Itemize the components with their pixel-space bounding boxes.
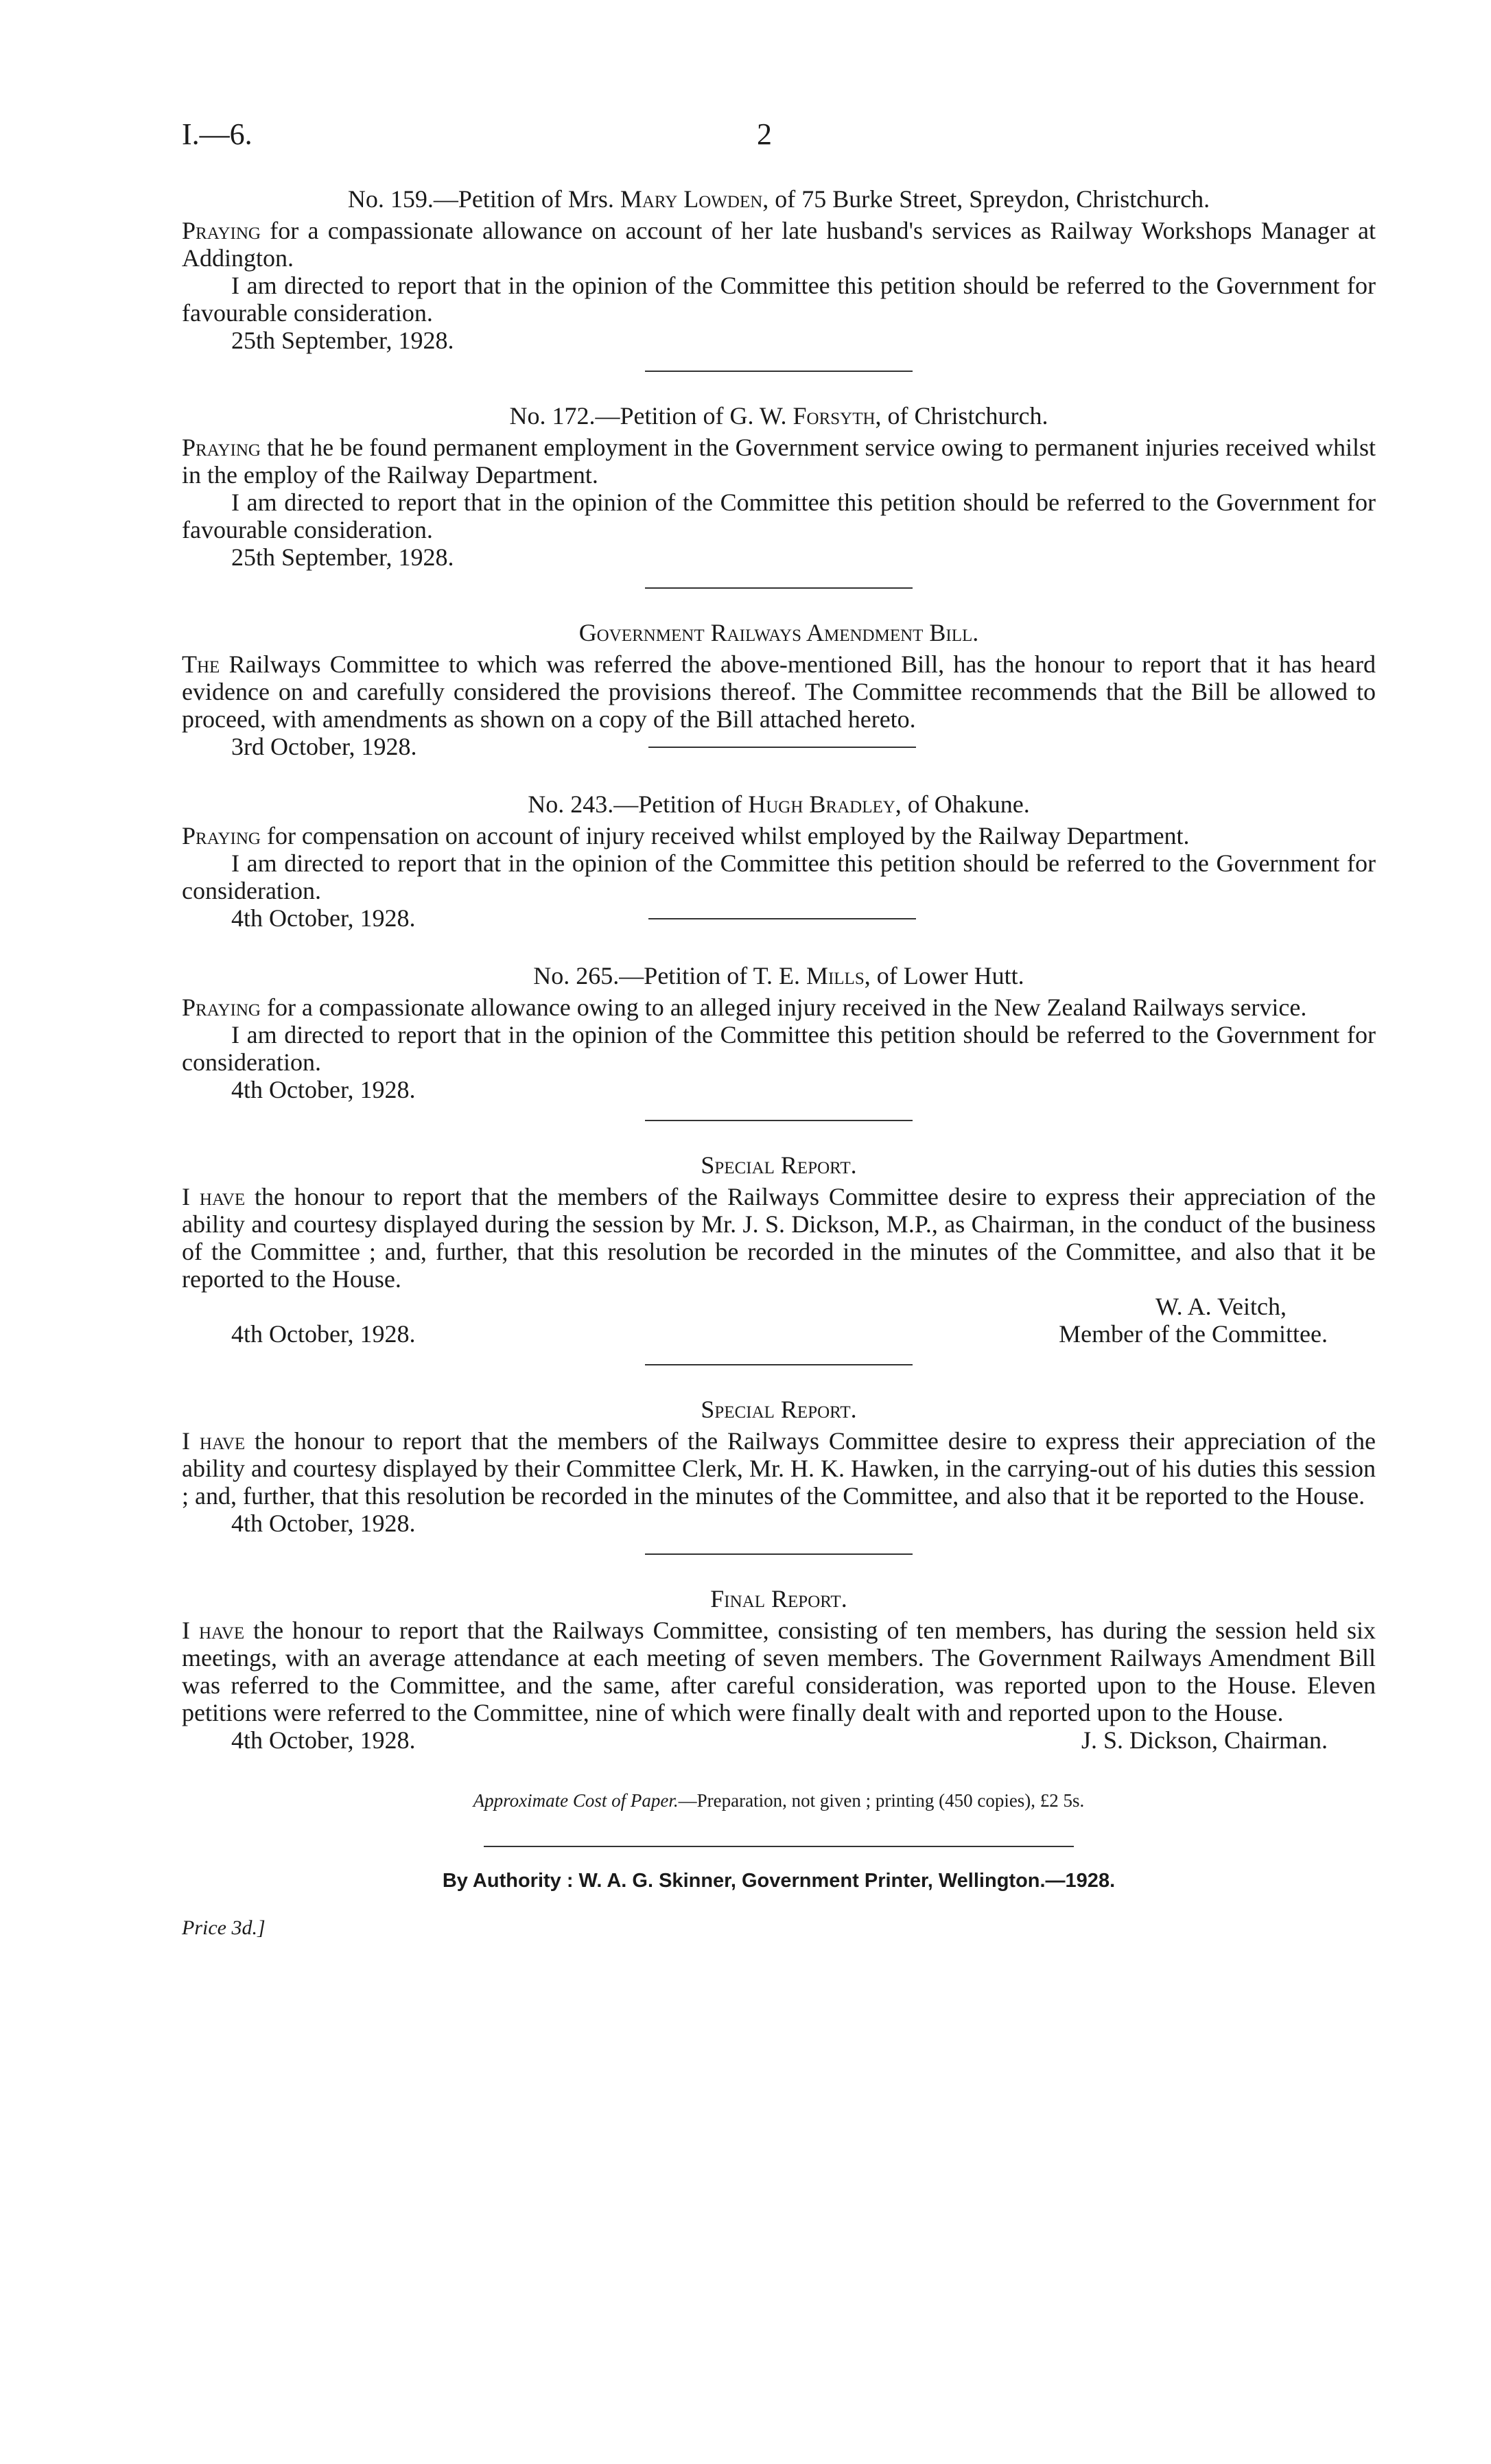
section-divider bbox=[645, 1120, 913, 1121]
special-report-1-heading: Special Report. bbox=[701, 1151, 857, 1179]
petition-243-date: 4th October, 1928. bbox=[231, 904, 416, 932]
petition-159-heading: No. 159.—Petition of Mrs. Mary Lowden, of 75 Burke Street, Spreydon, Christchurch. bbox=[347, 185, 1210, 213]
special-report-2-heading: Special Report. bbox=[701, 1396, 857, 1423]
special-report-2-text: I have the honour to report that the members of the Railways Committee desire to express their appreciation of the ability and courtesy displayed by their Committee Clerk, Mr. H. K. Hawken, in the carrying-out of his duties this session ; and, further, that this resolution be recorded in the minutes of the Committee, and also that it be reported to the House. bbox=[182, 1427, 1376, 1510]
section-divider bbox=[648, 747, 916, 748]
petition-243-date-row bbox=[182, 904, 1376, 932]
petition-243-report: I am directed to report that in the opinion of the Committee this petition should be referred to the Government for consideration. bbox=[182, 849, 1376, 904]
final-report-date: 4th October, 1928. bbox=[231, 1726, 416, 1754]
final-report-heading: Final Report. bbox=[710, 1585, 847, 1612]
bill-date: 3rd October, 1928. bbox=[231, 733, 417, 760]
bill-date-row bbox=[182, 733, 1376, 760]
petition-159-prayer: Praying for a compassionate allowance on account of her late husband's services as Railway Workshops Manager at Addington. bbox=[182, 217, 1376, 272]
special-report-1-text: I have the honour to report that the members of the Railways Committee desire to express their appreciation of the ability and courtesy displayed during the session by Mr. J. S. Dickson, M.P., as Chairman, in the conduct of the business of the Committee ; and, further, that this resolution be recorded in the minutes of the Committee, and also that it be reported to the House. bbox=[182, 1183, 1376, 1293]
document-body bbox=[182, 185, 1376, 1962]
footer-divider bbox=[484, 1846, 1074, 1847]
section-divider bbox=[645, 1553, 913, 1555]
section-divider bbox=[645, 1364, 913, 1365]
printing-authority: By Authority : W. A. G. Skinner, Government Printer, Wellington.—1928. bbox=[442, 1870, 1116, 1892]
petition-172-report: I am directed to report that in the opinion of the Committee this petition should be referred to the Government for favourable consideration. bbox=[182, 489, 1376, 543]
page-number: 2 bbox=[757, 117, 772, 151]
special-report-1-date-row bbox=[182, 1320, 1376, 1348]
page-header bbox=[182, 117, 1376, 165]
approximate-cost: Approximate Cost of Paper.—Preparation, not given ; printing (450 copies), £2 5s. bbox=[473, 1790, 1085, 1811]
petition-265-heading: No. 265.—Petition of T. E. Mills, of Lower Hutt. bbox=[533, 962, 1024, 989]
special-report-2-date: 4th October, 1928. bbox=[231, 1510, 416, 1537]
petition-265-report: I am directed to report that in the opinion of the Committee this petition should be referred to the Government for consideration. bbox=[182, 1021, 1376, 1076]
petition-265-date: 4th October, 1928. bbox=[231, 1076, 416, 1103]
bill-heading: Government Railways Amendment Bill. bbox=[578, 619, 979, 646]
petition-172-prayer: Praying that he be found permanent employment in the Government service owing to permanent injuries received whilst in the employ of the Railway Department. bbox=[182, 434, 1376, 489]
special-report-1-date: 4th October, 1928. bbox=[231, 1320, 416, 1348]
section-divider bbox=[645, 371, 913, 372]
special-report-1-signatory: W. A. Veitch, bbox=[1155, 1293, 1287, 1320]
bill-report: The Railways Committee to which was referred the above-mentioned Bill, has the honour to report that it has heard evidence on and carefully considered the provisions thereof. The Committee recommends that the Bill be allowed to proceed, with amendments as shown on a copy of the Bill attached hereto. bbox=[182, 650, 1376, 733]
petition-172-date: 25th September, 1928. bbox=[231, 543, 454, 571]
final-report-text: I have the honour to report that the Railways Committee, consisting of ten members, has during the session held six meetings, with an average attendance at each meeting of seven members. The Government Railways Amendment Bill was referred to the Committee, and the same, after careful consideration, was reported upon to the House. Eleven petitions were referred to the Committee, nine of which were finally dealt with and reported upon to the House. bbox=[182, 1617, 1376, 1726]
final-report-signatory: J. S. Dickson, Chairman. bbox=[1081, 1726, 1328, 1754]
petition-265-prayer: Praying for a compassionate allowance owing to an alleged injury received in the New Zealand Railways service. bbox=[182, 994, 1307, 1021]
petition-159-report: I am directed to report that in the opinion of the Committee this petition should be referred to the Government for favourable consideration. bbox=[182, 272, 1376, 327]
final-report-date-row bbox=[182, 1726, 1376, 1754]
section-divider bbox=[648, 918, 916, 919]
document-reference: I.—6. bbox=[182, 117, 253, 151]
special-report-1-signatory-role: Member of the Committee. bbox=[1059, 1320, 1328, 1348]
price: Price 3d.] bbox=[182, 1916, 266, 1939]
petition-159-date: 25th September, 1928. bbox=[231, 327, 454, 354]
petition-243-heading: No. 243.—Petition of Hugh Bradley, of Ohakune. bbox=[528, 790, 1030, 818]
petition-172-heading: No. 172.—Petition of G. W. Forsyth, of Christchurch. bbox=[509, 402, 1048, 430]
petition-243-prayer: Praying for compensation on account of injury received whilst employed by the Railway Department. bbox=[182, 822, 1190, 849]
section-divider bbox=[645, 587, 913, 589]
